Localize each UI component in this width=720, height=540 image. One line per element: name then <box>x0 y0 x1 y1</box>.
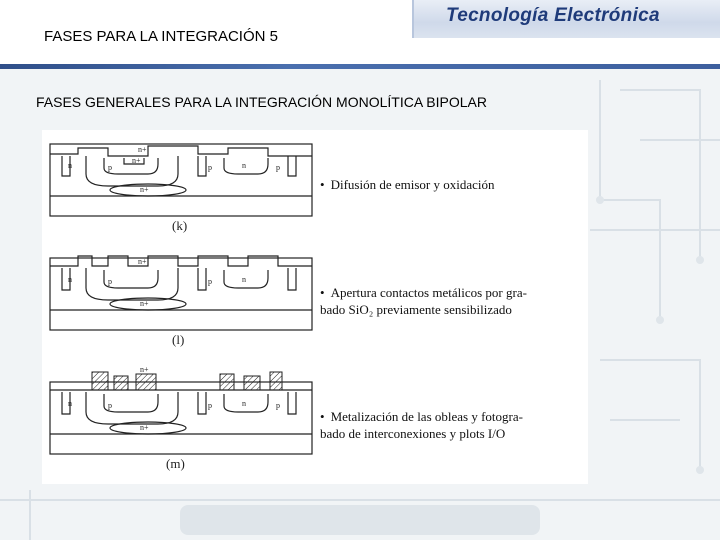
svg-text:p: p <box>276 163 280 172</box>
caption-m: (m) <box>166 456 185 471</box>
svg-text:p: p <box>208 277 212 286</box>
svg-text:p: p <box>208 163 212 172</box>
bullet-dot: • <box>320 177 325 192</box>
caption-k: (k) <box>172 218 188 233</box>
logo-text: Tecnología Electrónica <box>446 5 660 26</box>
bullet-l-line1: Apertura contactos metálicos por gra- <box>330 285 527 300</box>
bullet-l <box>320 284 582 318</box>
svg-text:p: p <box>276 401 280 410</box>
svg-text:n: n <box>242 399 246 408</box>
bullet-k-text: Difusión de emisor y oxidación <box>330 177 495 192</box>
cross-section-m <box>48 366 316 456</box>
svg-text:p: p <box>108 277 112 286</box>
header-rule <box>0 64 720 69</box>
bullet-m-line1: Metalización de las obleas y fotogra- <box>330 409 523 424</box>
svg-text:n+: n+ <box>132 156 141 165</box>
bullet-k <box>320 176 582 193</box>
svg-text:n+: n+ <box>140 423 149 432</box>
bullet-l-line2: bado SiO₂ previamente sensibilizado <box>320 302 512 317</box>
process-figure <box>42 130 588 484</box>
svg-text:n: n <box>68 399 72 408</box>
svg-text:n: n <box>242 161 246 170</box>
svg-text:n+: n+ <box>140 366 149 374</box>
svg-text:p: p <box>208 401 212 410</box>
svg-text:n: n <box>68 275 72 284</box>
page-subtitle: FASES GENERALES PARA LA INTEGRACIÓN MONOLÍTICA BIPOLAR <box>36 94 487 110</box>
svg-text:n: n <box>242 275 246 284</box>
svg-text:n+: n+ <box>140 185 149 194</box>
svg-text:n+: n+ <box>138 145 147 154</box>
bullet-m-line2: bado de interconexiones y plots I/O <box>320 426 506 441</box>
bullet-dot: • <box>320 409 325 424</box>
slide-title: FASES PARA LA INTEGRACIÓN 5 <box>44 28 278 45</box>
bullet-dot: • <box>320 285 325 300</box>
svg-text:n+: n+ <box>140 299 149 308</box>
caption-l: (l) <box>172 332 185 347</box>
svg-text:n: n <box>68 161 72 170</box>
bullet-m <box>320 408 582 442</box>
cross-section-l <box>48 248 316 332</box>
svg-text:p: p <box>108 163 112 172</box>
cross-section-k <box>48 134 316 218</box>
svg-text:n+: n+ <box>138 257 147 266</box>
svg-text:p: p <box>108 401 112 410</box>
